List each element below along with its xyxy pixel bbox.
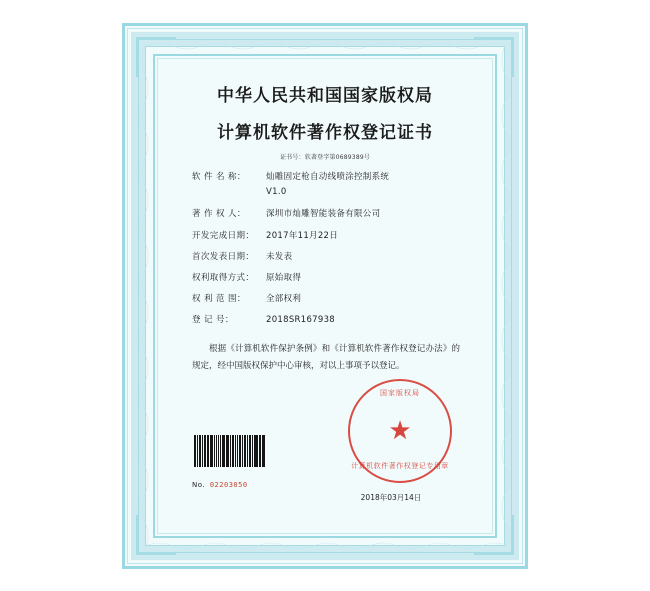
- certificate-sheet: [122, 23, 528, 569]
- official-seal: [348, 379, 452, 483]
- field-value: 深圳市灿雕智能装备有限公司: [266, 209, 381, 219]
- field-value: 未发表: [266, 252, 293, 262]
- field-value: 2017年11月22日: [266, 231, 339, 241]
- seal-star-icon: ★: [388, 414, 412, 445]
- field-row-registration-number: [192, 314, 472, 327]
- field-value-version: V1.0: [266, 187, 287, 197]
- field-row-development-date: [192, 230, 472, 243]
- field-value: 原始取得: [266, 273, 302, 283]
- field-row-copyright-owner: [192, 208, 472, 221]
- page-title: 计算机软件著作权登记证书: [217, 123, 433, 143]
- field-label: 开发完成日期：: [192, 231, 255, 241]
- field-row-first-publish-date: [192, 251, 472, 264]
- field-label: 著 作 权 人：: [192, 209, 246, 219]
- field-label: 权利取得方式：: [192, 273, 255, 283]
- field-row-acquisition-method: [192, 272, 472, 285]
- field-value: 全部权利: [266, 294, 302, 304]
- certificate-content: [164, 67, 486, 525]
- field-list: [164, 171, 486, 327]
- field-row-rights-scope: [192, 293, 472, 306]
- issuer-title: 中华人民共和国国家版权局: [217, 86, 433, 106]
- field-value-text: 灿雕固定枪自动线喷涂控制系统: [266, 172, 390, 182]
- field-label: 首次发表日期：: [192, 252, 255, 262]
- seal-top-text: 国家版权局: [380, 389, 420, 397]
- seal-bottom-text: 计算机软件著作权登记专用章: [351, 462, 449, 470]
- issue-date: 2018年03月14日: [360, 493, 422, 502]
- field-label: 软 件 名 称：: [192, 172, 246, 182]
- field-label: 权 利 范 围：: [192, 294, 246, 304]
- field-row-software-name: [192, 171, 472, 199]
- field-value: 2018SR167938: [266, 315, 335, 325]
- certificate-number: 证书号：软著登字第0689389号: [279, 154, 371, 161]
- document-serial-prefix: No.: [192, 481, 206, 489]
- document-serial-value: 02203050: [209, 481, 248, 489]
- document-serial-number: [192, 481, 248, 489]
- barcode: [194, 435, 266, 467]
- legal-statement: 根据《计算机软件保护条例》和《计算机软件著作权登记办法》的规定，经中国版权保护中心审核，对以上事项予以登记。: [192, 344, 460, 371]
- field-value: [266, 171, 472, 199]
- field-label: 登 记 号：: [192, 315, 234, 325]
